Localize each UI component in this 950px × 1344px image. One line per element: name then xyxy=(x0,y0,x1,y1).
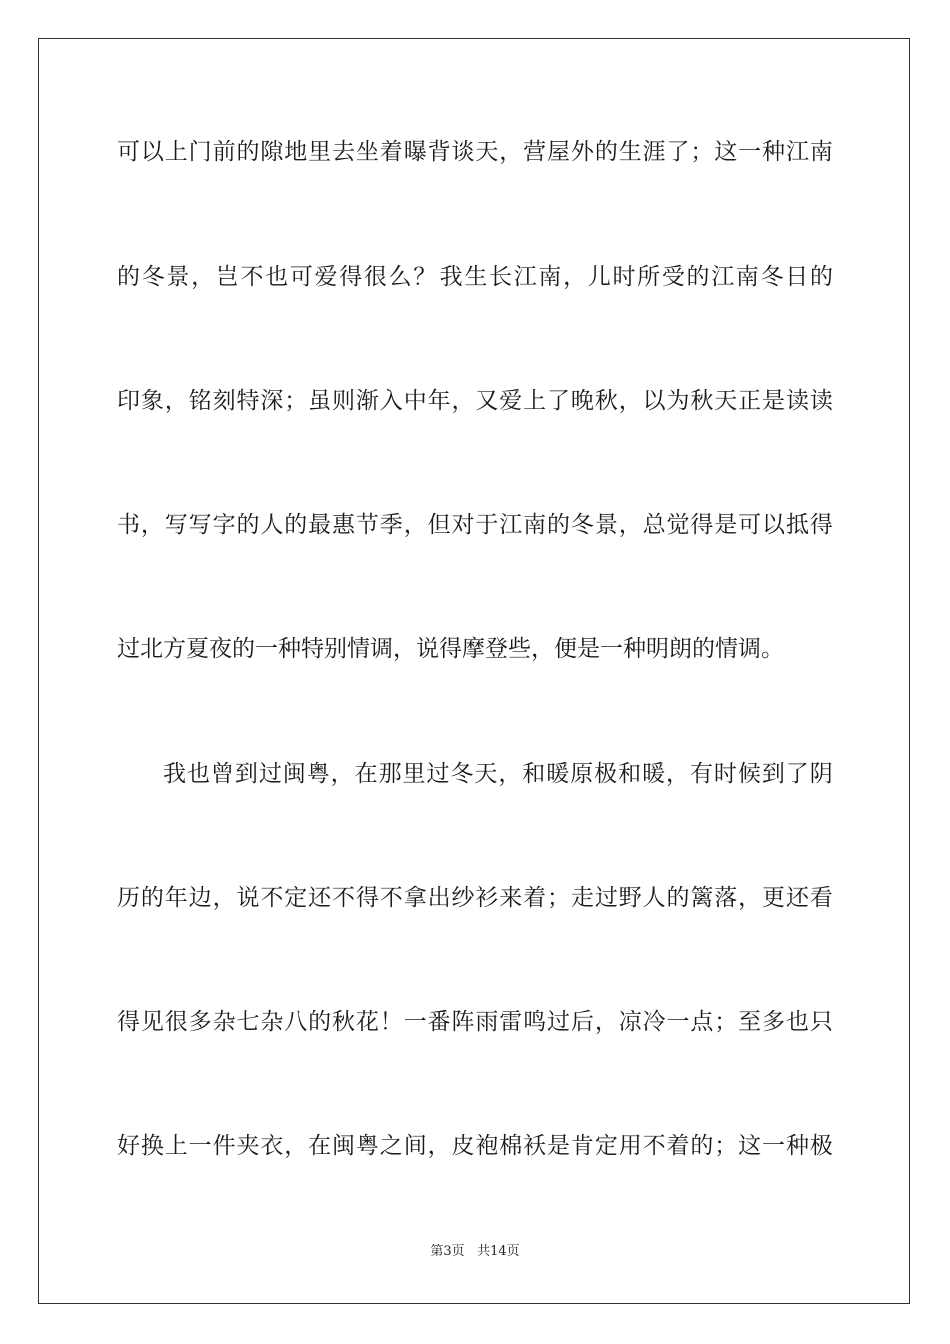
text-line: 好 换 上 一 件 夹 衣 ， 在 闽 粤 之 间 ， 皮 袍 棉 袄 是 肯 定 用 不 着 的 ； 这 一 种 极 xyxy=(117,1133,833,1159)
page-total: 共14页 xyxy=(477,1244,520,1259)
text-line: 书 ， 写 写 字 的 人 的 最 惠 节 季 ， 但 对 于 江 南 的 冬 景 ， 总 觉 得 是 可 以 抵 得 xyxy=(117,512,833,538)
text-line: 过北方夏夜的一种特别情调，说得摩登些，便是一种明朗的情调。 xyxy=(117,636,784,662)
text-line: 我 也 曾 到 过 闽 粤 ， 在 那 里 过 冬 天 ， 和 暖 原 极 和 暖 ， 有 时 候 到 了 阴 xyxy=(163,761,833,787)
text-line: 得 见 很 多 杂 七 杂 八 的 秋 花 ！ 一 番 阵 雨 雷 鸣 过 后 ， 凉 冷 一 点 ； 至 多 也 只 xyxy=(117,1009,833,1035)
text-line: 可 以 上 门 前 的 隙 地 里 去 坐 着 曝 背 谈 天 ， 营 屋 外 的 生 涯 了 ； 这 一 种 江 南 xyxy=(117,139,833,165)
text-line: 历 的 年 边 ， 说 不 定 还 不 得 不 拿 出 纱 衫 来 着 ； 走 过 野 人 的 篱 落 ， 更 还 看 xyxy=(117,885,833,911)
text-line: 印 象 ， 铭 刻 特 深 ； 虽 则 渐 入 中 年 ， 又 爱 上 了 晚 秋 ， 以 为 秋 天 正 是 读 读 xyxy=(117,388,833,414)
page-frame xyxy=(38,38,910,1304)
text-line: 的 冬 景 ， 岂 不 也 可 爱 得 很 么 ？ 我 生 长 江 南 ， 儿 时 所 受 的 江 南 冬 日 的 xyxy=(117,264,833,290)
page-footer xyxy=(0,1243,950,1261)
page-number: 第3页 xyxy=(430,1244,465,1259)
